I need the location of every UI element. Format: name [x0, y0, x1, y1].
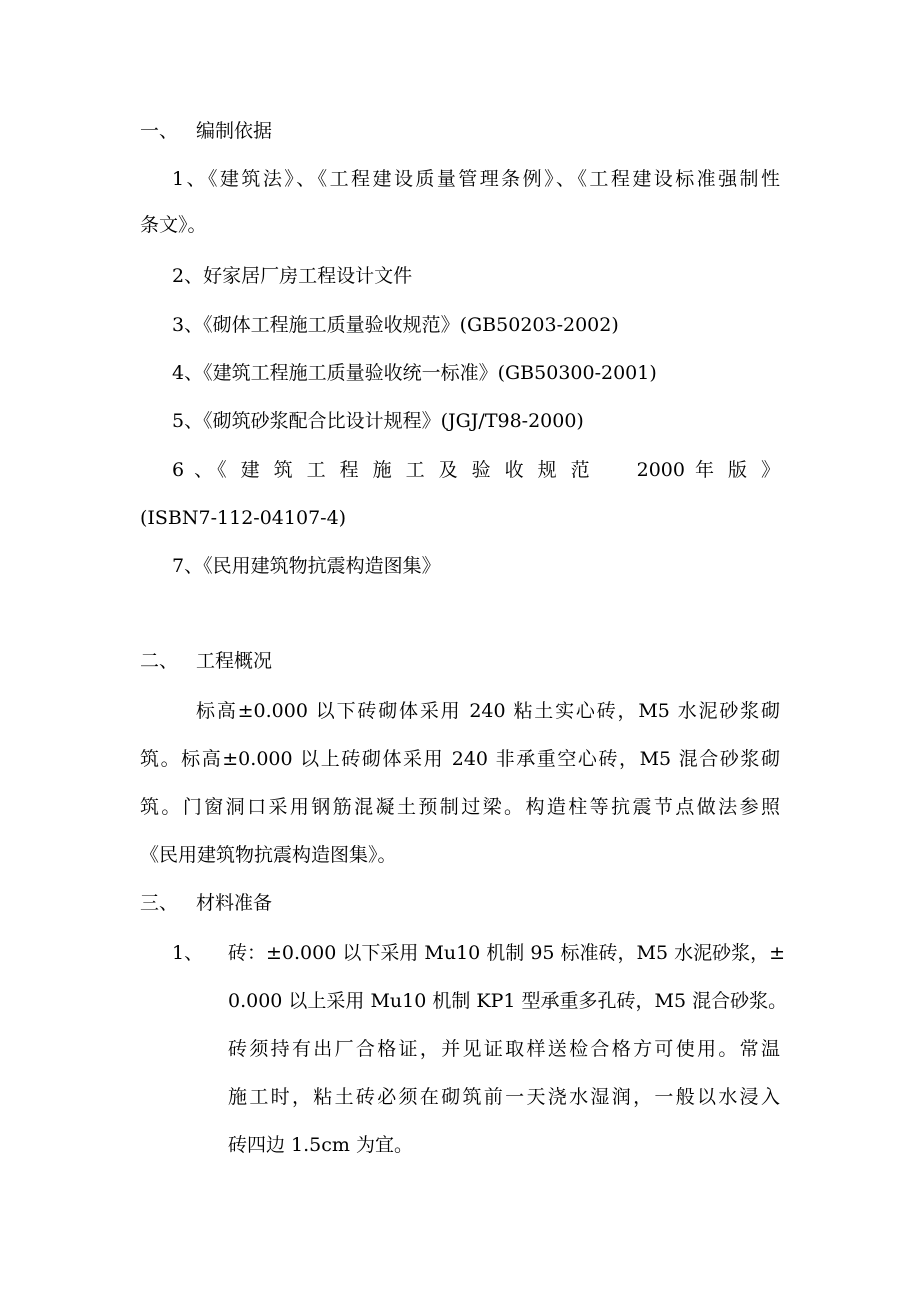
- section-title: 编制依据: [196, 120, 273, 142]
- section-title: 材料准备: [196, 892, 273, 914]
- material-line-1: 砖：±0.000 以下采用 Mu10 机制 95 标准砖，M5 水泥砂浆，±: [228, 942, 786, 964]
- basis-item-2: 2、好家居厂房工程设计文件: [172, 265, 413, 287]
- basis-item-1-line-1: 1、《建筑法》、《工程建设质量管理条例》、《工程建设标准强制性: [172, 168, 780, 190]
- basis-item-6-line-1: 6 、《 建 筑 工 程 施 工 及 验 收 规 范 2000 年 版 》: [172, 459, 780, 481]
- basis-item-1-line-2: 条文》。: [140, 214, 207, 236]
- material-item-number: 1、: [172, 942, 204, 964]
- material-line-4: 施工时，粘土砖必须在砌筑前一天浇水湿润，一般以水浸入: [228, 1086, 780, 1108]
- material-line-3: 砖须持有出厂合格证，并见证取样送检合格方可使用。常温: [228, 1038, 780, 1060]
- section-number: 二、: [140, 650, 179, 672]
- section-number: 三、: [140, 892, 179, 914]
- basis-item-5: 5、《砌筑砂浆配合比设计规程》(JGJ/T98-2000): [172, 410, 584, 432]
- overview-line-4: 《民用建筑物抗震构造图集》。: [140, 844, 397, 866]
- overview-line-2: 筑。标高±0.000 以上砖砌体采用 240 非承重空心砖，M5 混合砂浆砌: [140, 748, 780, 770]
- material-line-2: 0.000 以上采用 Mu10 机制 KP1 型承重多孔砖，M5 混合砂浆。: [228, 990, 788, 1012]
- basis-item-7: 7、《民用建筑物抗震构造图集》: [172, 555, 441, 577]
- basis-item-3: 3、《砌体工程施工质量验收规范》(GB50203-2002): [172, 314, 619, 336]
- material-line-5: 砖四边 1.5cm 为宜。: [228, 1134, 413, 1156]
- basis-item-6-line-2: (ISBN7-112-04107-4): [140, 507, 347, 529]
- section-heading-3: [140, 890, 272, 916]
- section-heading-1: [140, 118, 272, 144]
- overview-line-1: 标高±0.000 以下砖砌体采用 240 粘土实心砖，M5 水泥砂浆砌: [196, 700, 780, 722]
- basis-item-4: 4、《建筑工程施工质量验收统一标准》(GB50300-2001): [172, 362, 657, 384]
- section-title: 工程概况: [196, 650, 273, 672]
- section-heading-2: [140, 648, 272, 674]
- overview-line-3: 筑。门窗洞口采用钢筋混凝土预制过梁。构造柱等抗震节点做法参照: [140, 796, 780, 818]
- section-number: 一、: [140, 120, 179, 142]
